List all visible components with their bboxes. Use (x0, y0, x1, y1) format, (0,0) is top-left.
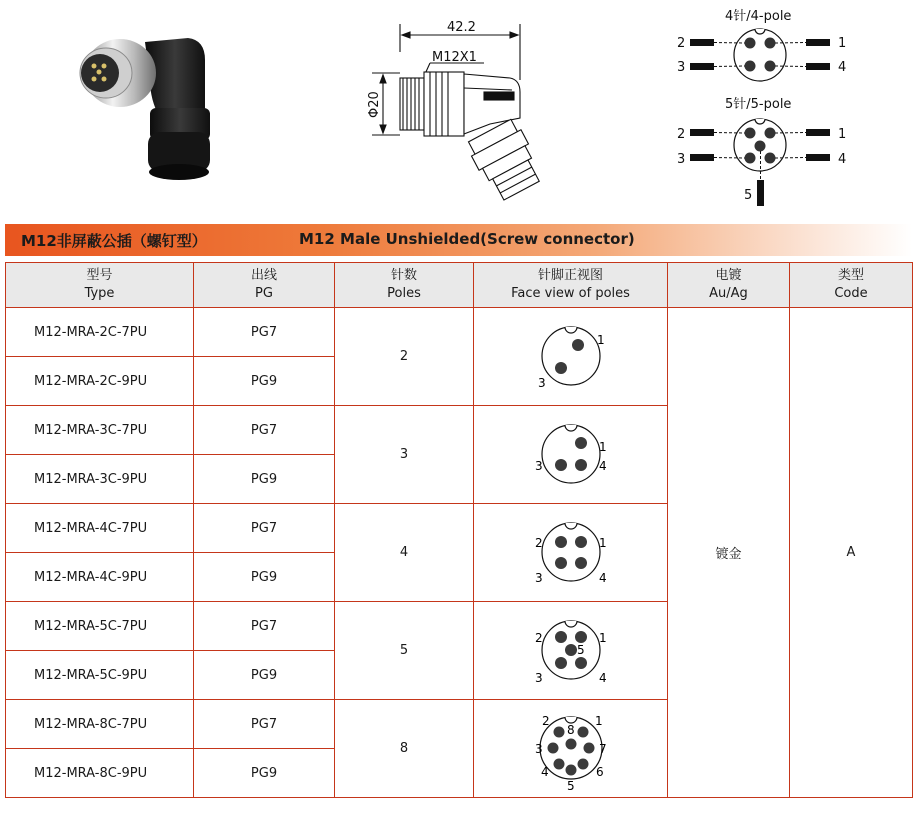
spec-table (5, 262, 913, 798)
face-view-cell (474, 308, 668, 406)
pinout-4-pole (677, 8, 846, 81)
pg-cell: PG7 (194, 406, 335, 455)
poles-cell: 8 (335, 700, 474, 798)
plating-cell: 镀金 (668, 308, 790, 798)
face-view-4-pole (511, 508, 631, 598)
pinout-5-pole (677, 96, 846, 206)
type-cell: M12-MRA-8C-9PU (6, 749, 194, 798)
face-4-label-2: 2 (534, 535, 543, 550)
table-header-row (6, 263, 913, 308)
face-view-cell (474, 602, 668, 700)
type-cell: M12-MRA-4C-7PU (6, 504, 194, 553)
face-2-label-1: 1 (596, 332, 605, 347)
face-4-label-3: 3 (534, 570, 543, 585)
header-face-view (474, 263, 668, 308)
face-8-label-6: 6 (595, 764, 604, 779)
pinout-5-label-4: 4 (838, 152, 847, 167)
pg-cell: PG9 (194, 749, 335, 798)
face-view-3-pole (511, 410, 631, 500)
header-pg-en: PG (255, 286, 273, 301)
pinout-4-label-1: 1 (838, 36, 847, 51)
pg-cell: PG7 (194, 700, 335, 749)
face-5-label-1: 1 (598, 630, 607, 645)
face-2-label-3: 3 (537, 375, 546, 390)
pinout-5-label-3: 3 (677, 152, 686, 167)
face-8-label-2: 2 (541, 713, 550, 728)
type-cell: M12-MRA-2C-9PU (6, 357, 194, 406)
type-cell: M12-MRA-5C-9PU (6, 651, 194, 700)
pinout-5-title: 5针/5-pole (725, 97, 792, 112)
face-8-label-7: 7 (598, 741, 607, 756)
header-poles (335, 263, 474, 308)
header-type (6, 263, 194, 308)
header-pg (194, 263, 335, 308)
face-view-cell (474, 406, 668, 504)
face-3-label-3: 3 (534, 458, 543, 473)
connector-product-photo (80, 38, 210, 180)
pg-cell: PG7 (194, 504, 335, 553)
thread-label: M12X1 (432, 50, 477, 65)
face-view-2-pole (511, 312, 631, 402)
pg-cell: PG9 (194, 357, 335, 406)
pinout-4-label-3: 3 (677, 60, 686, 75)
header-code-cn: 类型 (837, 268, 864, 283)
face-3-label-1: 1 (598, 439, 607, 454)
face-view-cell (474, 504, 668, 602)
type-cell: M12-MRA-8C-7PU (6, 700, 194, 749)
poles-cell: 2 (335, 308, 474, 406)
face-5-label-3: 3 (534, 670, 543, 685)
product-illustration-area (0, 0, 917, 215)
face-view-cell (474, 700, 668, 798)
face-8-label-8: 8 (566, 722, 575, 737)
section-banner (5, 224, 912, 256)
pinout-4-label-2: 2 (677, 36, 686, 51)
header-face-view-cn: 针脚正视图 (537, 268, 603, 283)
header-code-en: Code (834, 286, 868, 301)
pg-cell: PG7 (194, 602, 335, 651)
face-5-label-4: 4 (598, 670, 607, 685)
pg-cell: PG9 (194, 553, 335, 602)
type-cell: M12-MRA-5C-7PU (6, 602, 194, 651)
type-cell: M12-MRA-2C-7PU (6, 308, 194, 357)
pg-cell: PG9 (194, 651, 335, 700)
header-face-view-en: Face view of poles (511, 286, 630, 301)
header-type-cn: 型号 (86, 268, 113, 283)
diameter-label: Φ20 (367, 91, 382, 118)
pinout-4-title: 4针/4-pole (725, 9, 792, 24)
pinout-5-label-1: 1 (838, 127, 847, 142)
face-view-8-pole (511, 704, 631, 794)
type-cell: M12-MRA-3C-9PU (6, 455, 194, 504)
header-poles-en: Poles (387, 286, 421, 301)
type-cell: M12-MRA-4C-9PU (6, 553, 194, 602)
header-code (790, 263, 913, 308)
poles-cell: 3 (335, 406, 474, 504)
face-8-label-3: 3 (534, 741, 543, 756)
face-view-5-pole (511, 606, 631, 696)
pg-cell: PG7 (194, 308, 335, 357)
poles-cell: 5 (335, 602, 474, 700)
face-4-label-1: 1 (598, 535, 607, 550)
face-8-label-5: 5 (566, 778, 575, 793)
header-pg-cn: 出线 (250, 268, 277, 283)
face-5-label-2: 2 (534, 630, 543, 645)
code-cell: A (790, 308, 913, 798)
header-plating-cn: 电镀 (715, 268, 742, 283)
pg-cell: PG9 (194, 455, 335, 504)
header-plating-en: Au/Ag (709, 286, 748, 301)
type-cell: M12-MRA-3C-7PU (6, 406, 194, 455)
header-type-en: Type (84, 286, 115, 301)
banner-title-en: M12 Male Unshielded(Screw connector) (299, 230, 635, 248)
pinout-5-label-2: 2 (677, 127, 686, 142)
face-4-label-4: 4 (598, 570, 607, 585)
face-8-label-4: 4 (540, 764, 549, 779)
poles-cell: 4 (335, 504, 474, 602)
pinout-5-label-5: 5 (744, 188, 753, 203)
header-poles-cn: 针数 (390, 268, 417, 283)
face-5-label-5: 5 (576, 642, 585, 657)
dimension-length: 42.2 (447, 20, 476, 35)
header-plating (668, 263, 790, 308)
pinout-4-label-4: 4 (838, 60, 847, 75)
banner-title-cn: M12非屏蔽公插（螺钉型） (21, 232, 207, 250)
face-8-label-1: 1 (594, 713, 603, 728)
face-3-label-4: 4 (598, 458, 607, 473)
table-row (6, 308, 913, 357)
